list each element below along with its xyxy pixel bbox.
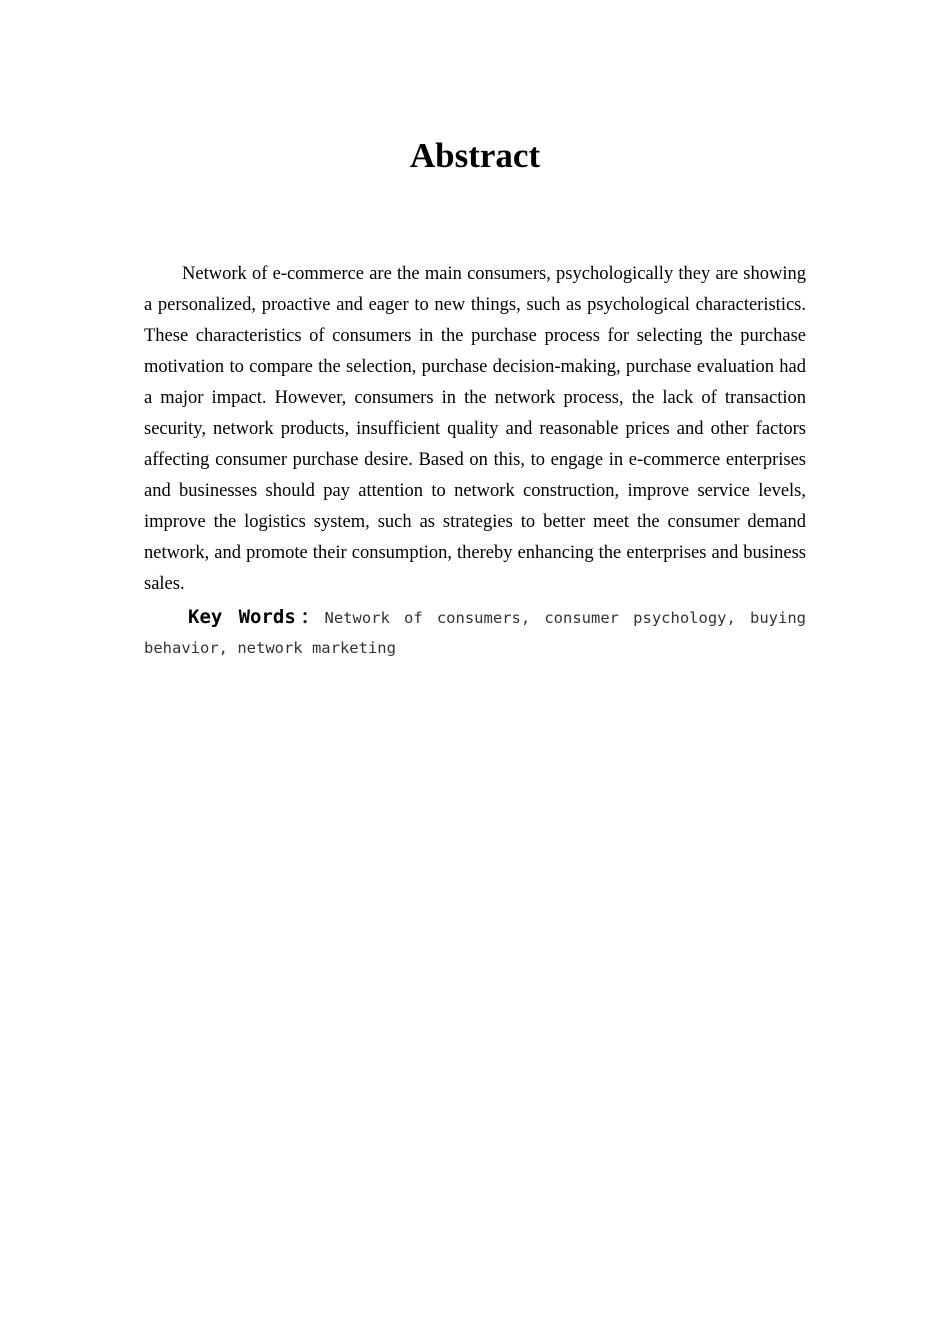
- page-title: Abstract: [409, 136, 541, 175]
- abstract-paragraph: Network of e-commerce are the main consumers, psychologically they are showing a personalized, proactive and eager to new things, such as psychological characteristics. These characteristics of consumers in the purchase process for selecting the purchase motivation to compare the selection, purchase decision-making, purchase evaluation had a major impact. However, consumers in the network process, the lack of transaction security, network products, insufficient quality and reasonable prices and other factors affecting consumer purchase desire. Based on this, to engage in e-commerce enterprises and businesses should pay attention to network construction, improve service levels, improve the logistics system, such as strategies to better meet the consumer demand network, and promote their consumption, thereby enhancing the enterprises and business sales.: [144, 264, 806, 594]
- keywords-label: Key Words：: [188, 606, 325, 628]
- keywords-line: [144, 602, 806, 663]
- keywords-text: Network of consumers, consumer psychology, buying behavior, network marketing: [144, 609, 806, 657]
